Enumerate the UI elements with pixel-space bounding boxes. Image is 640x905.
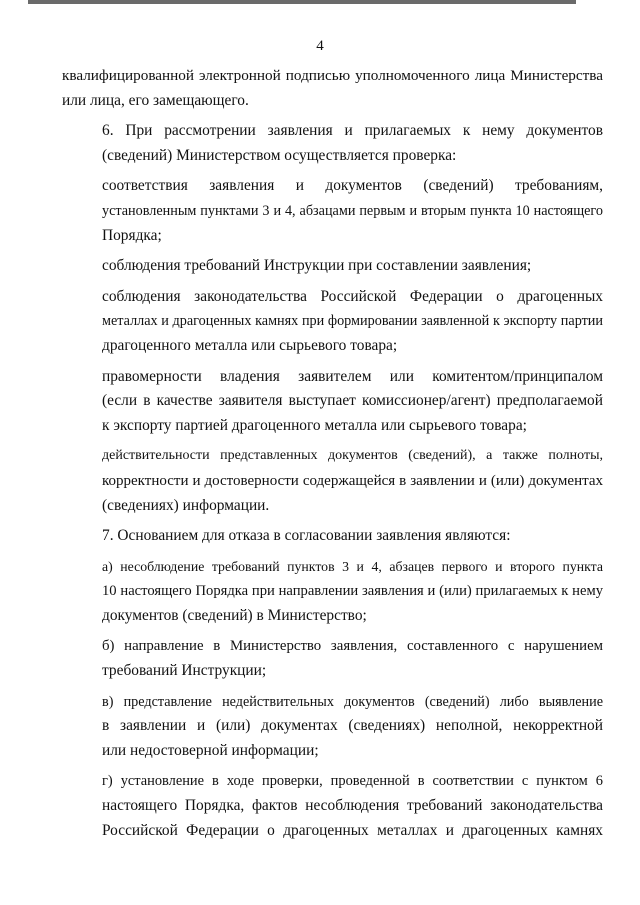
paragraph-check-instruction [62, 254, 603, 279]
text-line: требований Инструкции; [102, 662, 267, 680]
text-line: 7. Основанием для отказа в согласовании заявления являются: [102, 527, 511, 545]
text-line: драгоценного металла или сырьевого товара; [102, 336, 398, 354]
text-line: Российской Федерации о драгоценных металлах и драгоценных камнях [102, 821, 603, 839]
document-body [62, 64, 603, 843]
text-line: действительности представленных документов (сведений), а также полноты, [102, 448, 603, 464]
paragraph-check-validity [62, 444, 603, 518]
text-line: 6. При рассмотрении заявления и прилагаемых к нему документов [102, 122, 603, 140]
paragraph-check-ownership [62, 365, 603, 439]
text-line: квалифицированной электронной подписью уполномоченного лица Министерства [62, 67, 603, 84]
text-line: документов (сведений) в Министерство; [102, 606, 367, 624]
text-line: (сведениях) информации. [102, 496, 270, 514]
text-line: 10 настоящего Порядка при направлении заявления и (или) прилагаемых к нему [102, 583, 603, 600]
text-line: а) несоблюдение требований пунктов 3 и 4, абзацев первого и второго пункта [102, 558, 603, 574]
text-line: правомерности владения заявителем или комитентом/принципалом [102, 367, 603, 385]
text-line: или недостоверной информации; [102, 741, 319, 759]
paragraph-item-7v [62, 690, 603, 764]
text-line: соответствия заявления и документов (сведений) требованиям, [102, 177, 603, 195]
text-line: в заявлении и (или) документах (сведениях) неполной, некорректной [102, 717, 603, 735]
text-line: настоящего Порядка, фактов несоблюдения требований законодательства [102, 797, 603, 815]
text-line: б) направление в Министерство заявления, составленного с нарушением [102, 638, 603, 655]
text-line: г) установление в ходе проверки, проведенной в соответствии с пунктом 6 [102, 773, 603, 790]
text-line: в) представление недействительных документов (сведений) либо выявление [102, 693, 603, 710]
paragraph-item-6 [62, 119, 603, 168]
page-number: 4 [316, 38, 324, 54]
paragraph-item-7 [62, 524, 603, 549]
text-line: Порядка; [102, 226, 162, 244]
text-line: (если в качестве заявителя выступает комиссионер/агент) предполагаемой [102, 392, 603, 410]
scan-top-edge-line [28, 0, 576, 4]
text-line: установленным пунктами 3 и 4, абзацами первым и вторым пункта 10 настоящего [102, 202, 603, 219]
text-line: (сведений) Министерством осуществляется проверка: [102, 146, 457, 164]
text-line: корректности и достоверности содержащейся в заявлении и (или) документах [102, 472, 603, 489]
text-line: к экспорту партией драгоценного металла или сырьевого товара; [102, 416, 527, 434]
paragraph-item-7g [62, 769, 603, 843]
paragraph-continuation [62, 64, 603, 113]
text-line: или лица, его замещающего. [62, 91, 249, 109]
paragraph-check-conformity [62, 174, 603, 248]
text-line: соблюдения законодательства Российской Федерации о драгоценных [102, 287, 603, 305]
text-line: металлах и драгоценных камнях при формировании заявленной к экспорту партии [102, 313, 603, 330]
paragraph-item-7a [62, 555, 603, 629]
paragraph-check-legislation [62, 285, 603, 359]
paragraph-item-7b [62, 634, 603, 683]
text-line: соблюдения требований Инструкции при составлении заявления; [102, 257, 532, 275]
